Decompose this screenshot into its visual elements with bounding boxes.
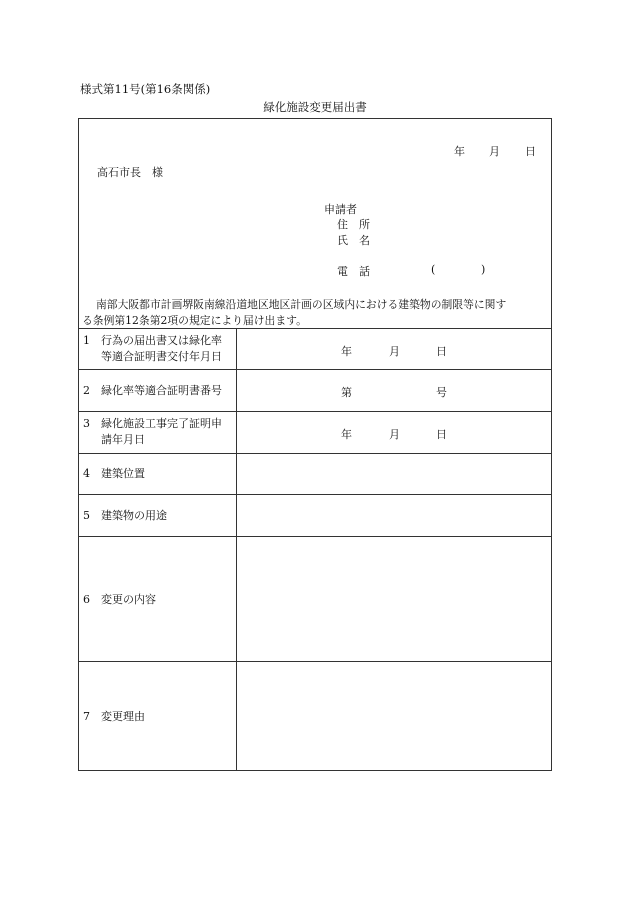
row-3-day: 日 (436, 428, 447, 441)
row-7-value[interactable] (237, 662, 551, 770)
row-number: 3 (83, 417, 90, 430)
row-label-line: 建築物の用途 (101, 509, 167, 522)
row-number: 1 (83, 334, 90, 347)
row-6-label (83, 592, 156, 608)
row-label-line: 請年月日 (101, 433, 145, 446)
row-label-line: 等適合証明書交付年月日 (101, 350, 222, 363)
row-number: 7 (83, 710, 90, 723)
row-4-label (83, 466, 145, 482)
table-divider (78, 411, 552, 412)
notice-body-line1: 南部大阪都市計画堺阪南線沿道地区地区計画の区域内における建築物の制限等に関す (96, 298, 507, 311)
row-1-day: 日 (436, 345, 447, 358)
row-label-line: 変更の内容 (101, 593, 156, 606)
phone-paren-close: ) (481, 263, 486, 276)
address-label: 住 所 (337, 218, 370, 231)
row-label-line: 行為の届出書又は緑化率 (101, 334, 222, 347)
row-2-prefix: 第 (341, 386, 352, 399)
document-title: 緑化施設変更届出書 (263, 100, 367, 114)
row-4-value[interactable] (237, 454, 551, 494)
date-month-label: 月 (489, 145, 500, 158)
row-5-label (83, 508, 167, 524)
row-3-label (83, 416, 222, 448)
table-divider (78, 328, 552, 329)
applicant-label: 申請者 (324, 203, 357, 216)
notice-body-line2: る条例第12条第2項の規定により届け出ます。 (82, 314, 307, 327)
row-5-value[interactable] (237, 495, 551, 535)
row-6-value[interactable] (237, 537, 551, 660)
row-2-suffix: 号 (436, 386, 447, 399)
phone-label: 電 話 (337, 265, 370, 278)
phone-paren-open: ( (431, 263, 436, 276)
row-number: 4 (83, 467, 90, 480)
row-1-label (83, 333, 222, 365)
name-label: 氏 名 (337, 234, 370, 247)
row-number: 2 (83, 384, 90, 397)
row-label-line: 変更理由 (101, 710, 145, 723)
date-year-label: 年 (454, 145, 465, 158)
row-3-month: 月 (389, 428, 400, 441)
row-3-year: 年 (341, 428, 352, 441)
row-2-label (83, 383, 222, 399)
row-7-label (83, 709, 145, 725)
row-1-month: 月 (389, 345, 400, 358)
row-label-line: 建築位置 (101, 467, 145, 480)
row-number: 5 (83, 509, 90, 522)
table-divider (78, 369, 552, 370)
row-label-line: 緑化率等適合証明書番号 (101, 384, 222, 397)
row-number: 6 (83, 593, 90, 606)
form-number: 様式第11号(第16条関係) (80, 82, 211, 96)
row-label-line: 緑化施設工事完了証明申 (101, 417, 222, 430)
addressee: 高石市長 様 (97, 166, 163, 179)
date-day-label: 日 (525, 145, 536, 158)
row-1-year: 年 (341, 345, 352, 358)
